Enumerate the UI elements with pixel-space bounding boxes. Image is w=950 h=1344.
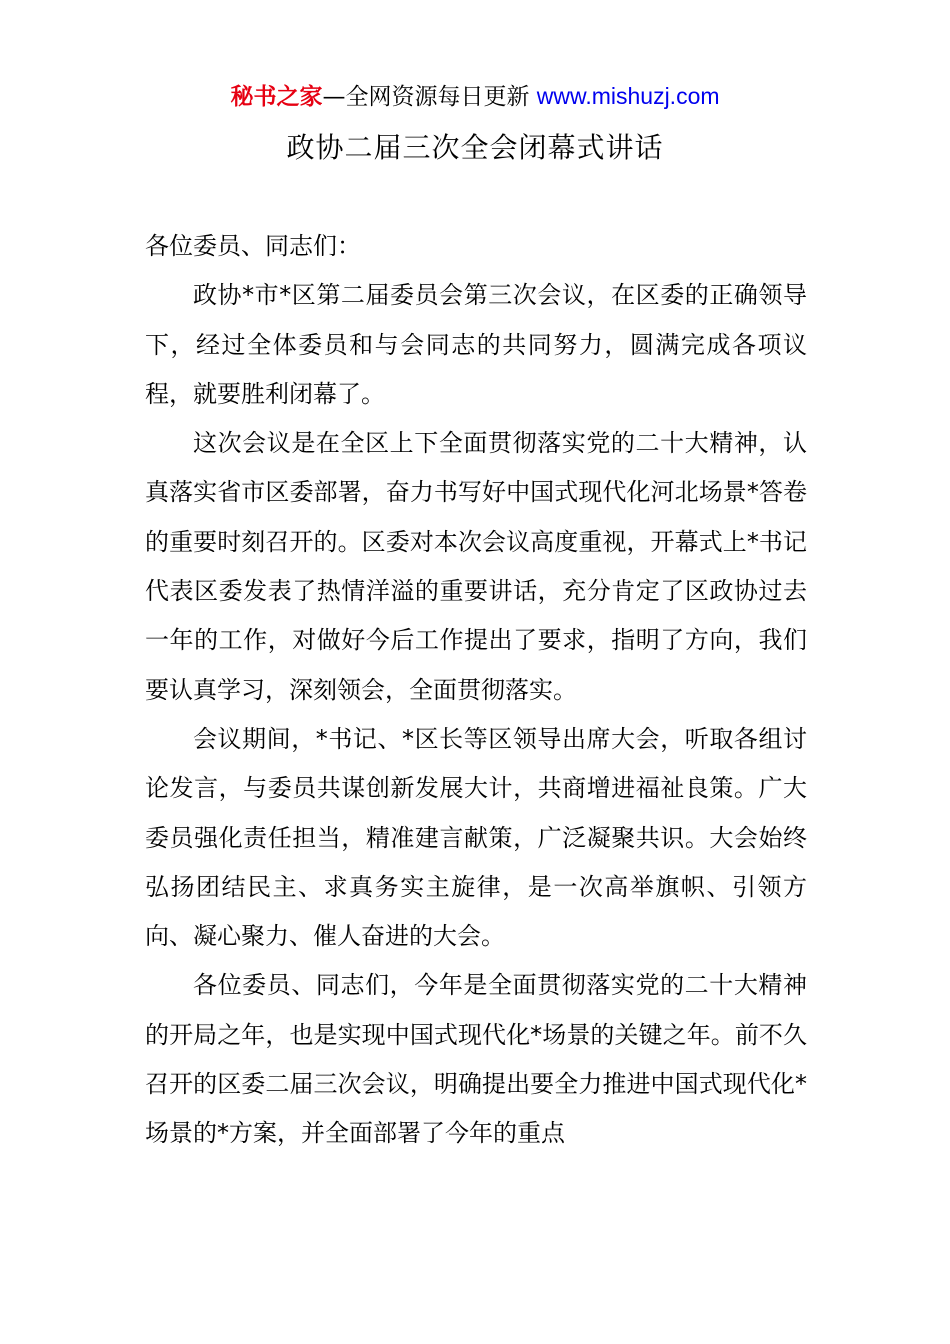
document-title: 政协二届三次全会闭幕式讲话	[286, 131, 664, 164]
document-body	[145, 222, 807, 1159]
site-url-link[interactable]: www.mishuzj.com	[536, 83, 720, 109]
paragraph-4: 各位委员、同志们，今年是全面贯彻落实党的二十大精神的开局之年，也是实现中国式现代化*场景的关键之年。前不久召开的区委二届三次会议，明确提出要全力推进中国式现代化*场景的*方案，并全面部署了今年的重点	[145, 971, 807, 1148]
header-tagline: —全网资源每日更新	[322, 84, 537, 110]
paragraph-3: 会议期间，*书记、*区长等区领导出席大会，听取各组讨论发言，与委员共谋创新发展大计，共商增进福祉良策。广大委员强化责任担当，精准建言献策，广泛凝聚共识。大会始终弘扬团结民主、求真务实主旋律，是一次高举旗帜、引领方向、凝心聚力、催人奋进的大会。	[145, 724, 807, 951]
brand-name: 秘书之家	[230, 84, 323, 110]
paragraph-1: 政协*市*区第二届委员会第三次会议，在区委的正确领导下，经过全体委员和与会同志的共同努力，圆满完成各项议程，就要胜利闭幕了。	[145, 281, 807, 408]
paragraph-2: 这次会议是在全区上下全面贯彻落实党的二十大精神，认真落实省市区委部署，奋力书写好中国式现代化河北场景*答卷的重要时刻召开的。区委对本次会议高度重视，开幕式上*书记代表区委发表了热情洋溢的重要讲话，充分肯定了区政协过去一年的工作，对做好今后工作提出了要求，指明了方向，我们要认真学习，深刻领会，全面贯彻落实。	[145, 429, 807, 704]
salutation: 各位委员、同志们：	[145, 232, 361, 260]
site-header	[0, 80, 950, 113]
